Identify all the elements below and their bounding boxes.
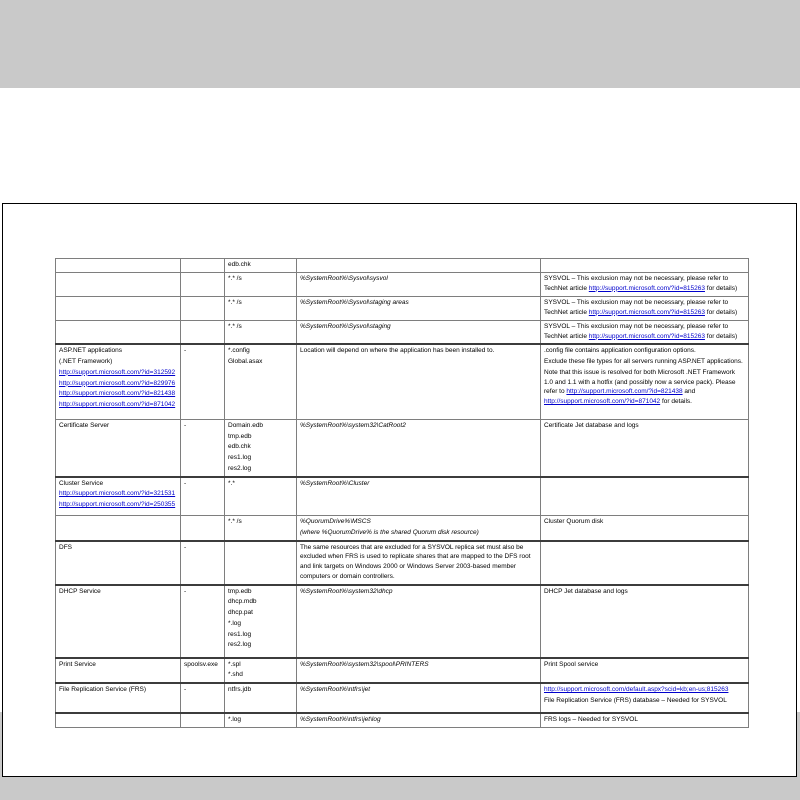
- table-row: [56, 320, 749, 344]
- cell-text: -: [184, 587, 187, 595]
- support-kb-link[interactable]: http://support.microsoft.com/?id=815263: [588, 332, 705, 340]
- table-cell: [541, 344, 749, 419]
- cell-text: %SystemRoot%\system32\dhcp: [300, 587, 393, 595]
- cell-text: Location will depend on where the application has been installed to.: [300, 347, 495, 355]
- cell-text: tmp.edb: [228, 587, 252, 595]
- table-cell: [181, 713, 225, 727]
- cell-paragraph: [300, 660, 537, 670]
- cell-paragraph: [300, 587, 537, 597]
- table-cell: [181, 658, 225, 684]
- table-cell: [541, 477, 749, 516]
- table-cell: [225, 272, 297, 296]
- cell-paragraph: [59, 368, 177, 378]
- cell-text: SYSVOL – This exclusion may not be necessary, please refer to TechNet article: [544, 274, 729, 292]
- cell-text: (.NET Framework): [59, 358, 113, 365]
- cell-text: edb.chk: [228, 443, 251, 451]
- cell-text: Cluster Service: [59, 479, 104, 487]
- cell-paragraph: [228, 587, 293, 597]
- cell-text: *.* /s: [228, 518, 242, 525]
- cell-paragraph: [544, 274, 745, 294]
- cell-paragraph: [228, 357, 293, 367]
- cell-paragraph: [228, 619, 293, 629]
- table-cell: [225, 585, 297, 658]
- table-cell: [181, 272, 225, 296]
- cell-text: Print Spool service: [544, 660, 599, 668]
- table-cell: [225, 344, 297, 419]
- table-cell: [541, 320, 749, 344]
- table-cell: [541, 296, 749, 320]
- table-cell: [56, 296, 181, 320]
- cell-text: FRS logs – Needed for SYSVOL: [544, 716, 638, 723]
- table-cell: [181, 541, 225, 585]
- table-row: [56, 658, 749, 684]
- cell-text: *.*: [228, 479, 235, 487]
- cell-text: DHCP Service: [59, 587, 101, 595]
- cell-text: DFS: [59, 543, 72, 551]
- cell-paragraph: [228, 597, 293, 607]
- cell-paragraph: [184, 421, 221, 431]
- cell-paragraph: [544, 696, 745, 706]
- cell-text: *.log: [228, 619, 242, 627]
- cell-paragraph: [59, 357, 177, 367]
- table-cell: [181, 296, 225, 320]
- cell-text: edb.chk: [228, 261, 251, 268]
- cell-text: Certificate Server: [59, 421, 110, 429]
- cell-text: for details): [704, 332, 738, 340]
- cell-paragraph: [59, 660, 177, 670]
- table-cell: [56, 477, 181, 516]
- table-cell: [225, 296, 297, 320]
- support-kb-link[interactable]: http://support.microsoft.com/?id=821438: [566, 388, 683, 396]
- cell-paragraph: [300, 685, 537, 695]
- cell-paragraph: [228, 640, 293, 650]
- cell-text: for details): [704, 284, 738, 292]
- cell-text: SYSVOL – This exclusion may not be necessary, please refer to TechNet article: [544, 298, 729, 316]
- cell-paragraph: [300, 274, 537, 284]
- cell-paragraph: [300, 715, 537, 725]
- cell-paragraph: [544, 715, 745, 725]
- cell-text: res1.log: [228, 630, 252, 638]
- cell-paragraph: [59, 379, 177, 389]
- cell-text: Global.asax: [228, 358, 263, 365]
- cell-text: %SystemRoot%\system32\spool\PRINTERS: [300, 660, 429, 668]
- cell-text: for details.: [660, 398, 692, 405]
- cell-text: *.log: [228, 716, 242, 723]
- document-page: [0, 88, 800, 723]
- table-row: [56, 477, 749, 516]
- cell-paragraph: [59, 400, 177, 410]
- cell-text: -: [184, 479, 187, 487]
- support-kb-link[interactable]: http://support.microsoft.com/?id=821438: [59, 390, 176, 398]
- cell-text: -: [184, 686, 187, 693]
- table-cell: [225, 658, 297, 684]
- cell-paragraph: [544, 421, 745, 431]
- cell-text: %QuorumDrive%\MSCS: [300, 518, 371, 525]
- cell-text: -: [184, 421, 187, 429]
- table-cell: [56, 658, 181, 684]
- cell-paragraph: [228, 685, 293, 695]
- table-row: [56, 713, 749, 727]
- cell-text: dhcp.mdb: [228, 598, 257, 606]
- cell-text: for details): [704, 308, 738, 316]
- cell-paragraph: [228, 346, 293, 356]
- table-cell: [297, 272, 541, 296]
- cell-paragraph: [59, 587, 177, 597]
- cell-paragraph: [228, 608, 293, 618]
- cell-paragraph: [228, 715, 293, 725]
- cell-paragraph: [228, 453, 293, 463]
- table-cell: [541, 683, 749, 713]
- cell-text: %SystemRoot%\Sysvol\staging: [300, 322, 391, 330]
- cell-paragraph: [300, 479, 537, 489]
- table-cell: [181, 683, 225, 713]
- table-cell: [181, 585, 225, 658]
- cell-text: Domain.edb: [228, 421, 264, 429]
- table-cell: [297, 683, 541, 713]
- cell-paragraph: [544, 322, 745, 342]
- table-cell: [297, 713, 541, 727]
- table-cell: [297, 320, 541, 344]
- table-cell: [56, 344, 181, 419]
- cell-text: %SystemRoot%\system32\CatRoot2: [300, 421, 406, 429]
- cell-text: dhcp.pat: [228, 609, 253, 616]
- table-cell: [56, 419, 181, 476]
- cell-paragraph: [300, 543, 537, 582]
- cell-text: *.* /s: [228, 298, 242, 306]
- cell-text: res2.log: [228, 464, 252, 472]
- support-kb-link[interactable]: http://support.microsoft.com/?id=321531: [59, 490, 176, 498]
- table-cell: [225, 320, 297, 344]
- cell-text: ASP.NET applications: [59, 347, 122, 355]
- cell-text: and: [682, 388, 696, 396]
- cell-paragraph: [59, 500, 177, 510]
- cell-text: *.spl: [228, 660, 241, 668]
- table-cell: [225, 477, 297, 516]
- cell-paragraph: [228, 630, 293, 640]
- table-cell: [56, 683, 181, 713]
- cell-paragraph: [228, 479, 293, 489]
- cell-text: %SystemRoot%\ntfrs\jet\log: [300, 716, 381, 723]
- cell-paragraph: [544, 517, 745, 527]
- cell-paragraph: [184, 346, 221, 356]
- cell-text: Note that this issue is resolved for both Microsoft .NET Framework 1.0 and 1.1 with a hotfix (and possibly now a service pack). Please refer to: [544, 368, 736, 396]
- cell-paragraph: [59, 543, 177, 553]
- support-kb-link[interactable]: http://support.microsoft.com/?id=250355: [59, 501, 176, 508]
- table-cell: [541, 516, 749, 541]
- cell-paragraph: [228, 260, 293, 270]
- cell-text: spoolsv.exe: [184, 660, 218, 668]
- table-row: [56, 541, 749, 585]
- cell-paragraph: [300, 517, 537, 527]
- cell-text: *.* /s: [228, 322, 242, 330]
- cell-paragraph: [228, 432, 293, 442]
- support-kb-link[interactable]: http://support.microsoft.com/?id=871042: [544, 398, 661, 405]
- cell-paragraph: [228, 322, 293, 332]
- cell-text: SYSVOL – This exclusion may not be necessary, please refer to TechNet article: [544, 322, 729, 340]
- cell-text: (where %QuorumDrive% is the shared Quorum disk resource): [300, 528, 479, 536]
- cell-paragraph: [228, 442, 293, 452]
- cell-paragraph: [544, 298, 745, 318]
- table-row: [56, 419, 749, 476]
- cell-text: File Replication Service (FRS) database – Needed for SYSVOL: [544, 696, 727, 704]
- table-cell: [541, 585, 749, 658]
- table-row: [56, 585, 749, 658]
- table-cell: [297, 344, 541, 419]
- support-kb-link[interactable]: http://support.microsoft.com/?id=815263: [588, 308, 705, 316]
- cell-text: Certificate Jet database and logs: [544, 421, 639, 429]
- cell-paragraph: [300, 346, 537, 356]
- cell-paragraph: [184, 587, 221, 597]
- table-cell: [297, 296, 541, 320]
- cell-text: DHCP Jet database and logs: [544, 587, 628, 595]
- table-cell: [297, 585, 541, 658]
- cell-text: File Replication Service (FRS): [59, 686, 147, 693]
- cell-paragraph: [544, 368, 745, 407]
- cell-paragraph: [544, 346, 745, 356]
- exclusions-table: [55, 258, 749, 728]
- cell-text: Print Service: [59, 660, 96, 668]
- table-cell: [181, 419, 225, 476]
- cell-paragraph: [228, 670, 293, 680]
- cell-text: *.* /s: [228, 274, 242, 282]
- cell-text: %SystemRoot%\Cluster: [300, 479, 370, 487]
- cell-text: %SystemRoot%\Sysvol\sysvol: [300, 274, 388, 282]
- support-kb-link[interactable]: http://support.microsoft.com/default.aspx?scid=kb;en-us;815263: [544, 686, 729, 693]
- cell-text: %SystemRoot%\Sysvol\staging areas: [300, 298, 409, 306]
- table-cell: [56, 259, 181, 273]
- cell-paragraph: [228, 274, 293, 284]
- table-row: [56, 683, 749, 713]
- cell-paragraph: [300, 528, 537, 538]
- cell-paragraph: [184, 479, 221, 489]
- table-cell: [297, 541, 541, 585]
- table-cell: [297, 477, 541, 516]
- cell-paragraph: [544, 685, 745, 695]
- cell-text: The same resources that are excluded for a SYSVOL replica set must also be excluded when FRS is used to replicate shares that are mapped to the DFS root and link targets on Windows 2000 or Windows Server 2003-based member computers or domain controllers.: [300, 543, 531, 580]
- table-cell: [541, 272, 749, 296]
- table-cell: [181, 344, 225, 419]
- table-cell: [225, 713, 297, 727]
- cell-text: res2.log: [228, 641, 252, 649]
- table-cell: [541, 658, 749, 684]
- cell-paragraph: [59, 489, 177, 499]
- table-cell: [297, 259, 541, 273]
- cell-paragraph: [228, 660, 293, 670]
- cell-text: Cluster Quorum disk: [544, 518, 604, 525]
- table-cell: [541, 259, 749, 273]
- cell-paragraph: [184, 685, 221, 695]
- cell-paragraph: [544, 357, 745, 367]
- table-cell: [181, 516, 225, 541]
- table-cell: [181, 477, 225, 516]
- support-kb-link[interactable]: http://support.microsoft.com/?id=829976: [59, 379, 176, 387]
- cell-text: .config file contains application configuration options.: [544, 347, 696, 355]
- cell-paragraph: [59, 685, 177, 695]
- cell-paragraph: [59, 479, 177, 489]
- table-cell: [56, 541, 181, 585]
- cell-paragraph: [300, 421, 537, 431]
- cell-paragraph: [544, 660, 745, 670]
- table-cell: [181, 259, 225, 273]
- support-kb-link[interactable]: http://support.microsoft.com/?id=815263: [588, 284, 705, 292]
- table-cell: [225, 259, 297, 273]
- table-cell: [56, 272, 181, 296]
- cell-paragraph: [544, 587, 745, 597]
- cell-text: ntfrs.jdb: [228, 686, 252, 693]
- cell-paragraph: [59, 421, 177, 431]
- cell-paragraph: [300, 298, 537, 308]
- cell-paragraph: [228, 464, 293, 474]
- table-body: [56, 259, 749, 728]
- table-cell: [56, 516, 181, 541]
- table-cell: [181, 320, 225, 344]
- table-cell: [297, 658, 541, 684]
- cell-text: %SystemRoot%\ntfrs\jet: [300, 686, 371, 693]
- cell-paragraph: [300, 322, 537, 332]
- table-row: [56, 259, 749, 273]
- cell-paragraph: [59, 389, 177, 399]
- table-cell: [297, 419, 541, 476]
- table-cell: [297, 516, 541, 541]
- table-cell: [56, 713, 181, 727]
- table-cell: [225, 516, 297, 541]
- table-row: [56, 296, 749, 320]
- cell-paragraph: [228, 517, 293, 527]
- table-cell: [541, 541, 749, 585]
- cell-text: -: [184, 543, 187, 551]
- cell-text: tmp.edb: [228, 432, 252, 440]
- support-kb-link[interactable]: http://support.microsoft.com/?id=871042: [59, 401, 176, 408]
- table-row: [56, 272, 749, 296]
- table-cell: [225, 541, 297, 585]
- cell-text: *.shd: [228, 671, 243, 679]
- table-row: [56, 344, 749, 419]
- cell-text: *.config: [228, 347, 250, 355]
- cell-text: res1.log: [228, 454, 252, 461]
- table-cell: [56, 320, 181, 344]
- table-cell: [225, 683, 297, 713]
- cell-paragraph: [184, 660, 221, 670]
- table-cell: [225, 419, 297, 476]
- support-kb-link[interactable]: http://support.microsoft.com/?id=312592: [59, 368, 176, 376]
- table-cell: [541, 713, 749, 727]
- table-row: [56, 516, 749, 541]
- cell-text: -: [184, 347, 187, 355]
- table-cell: [56, 585, 181, 658]
- cell-paragraph: [59, 346, 177, 356]
- table-cell: [541, 419, 749, 476]
- cell-paragraph: [228, 421, 293, 431]
- cell-text: Exclude these file types for all servers running ASP.NET applications.: [544, 358, 743, 365]
- cell-paragraph: [228, 298, 293, 308]
- cell-paragraph: [184, 543, 221, 553]
